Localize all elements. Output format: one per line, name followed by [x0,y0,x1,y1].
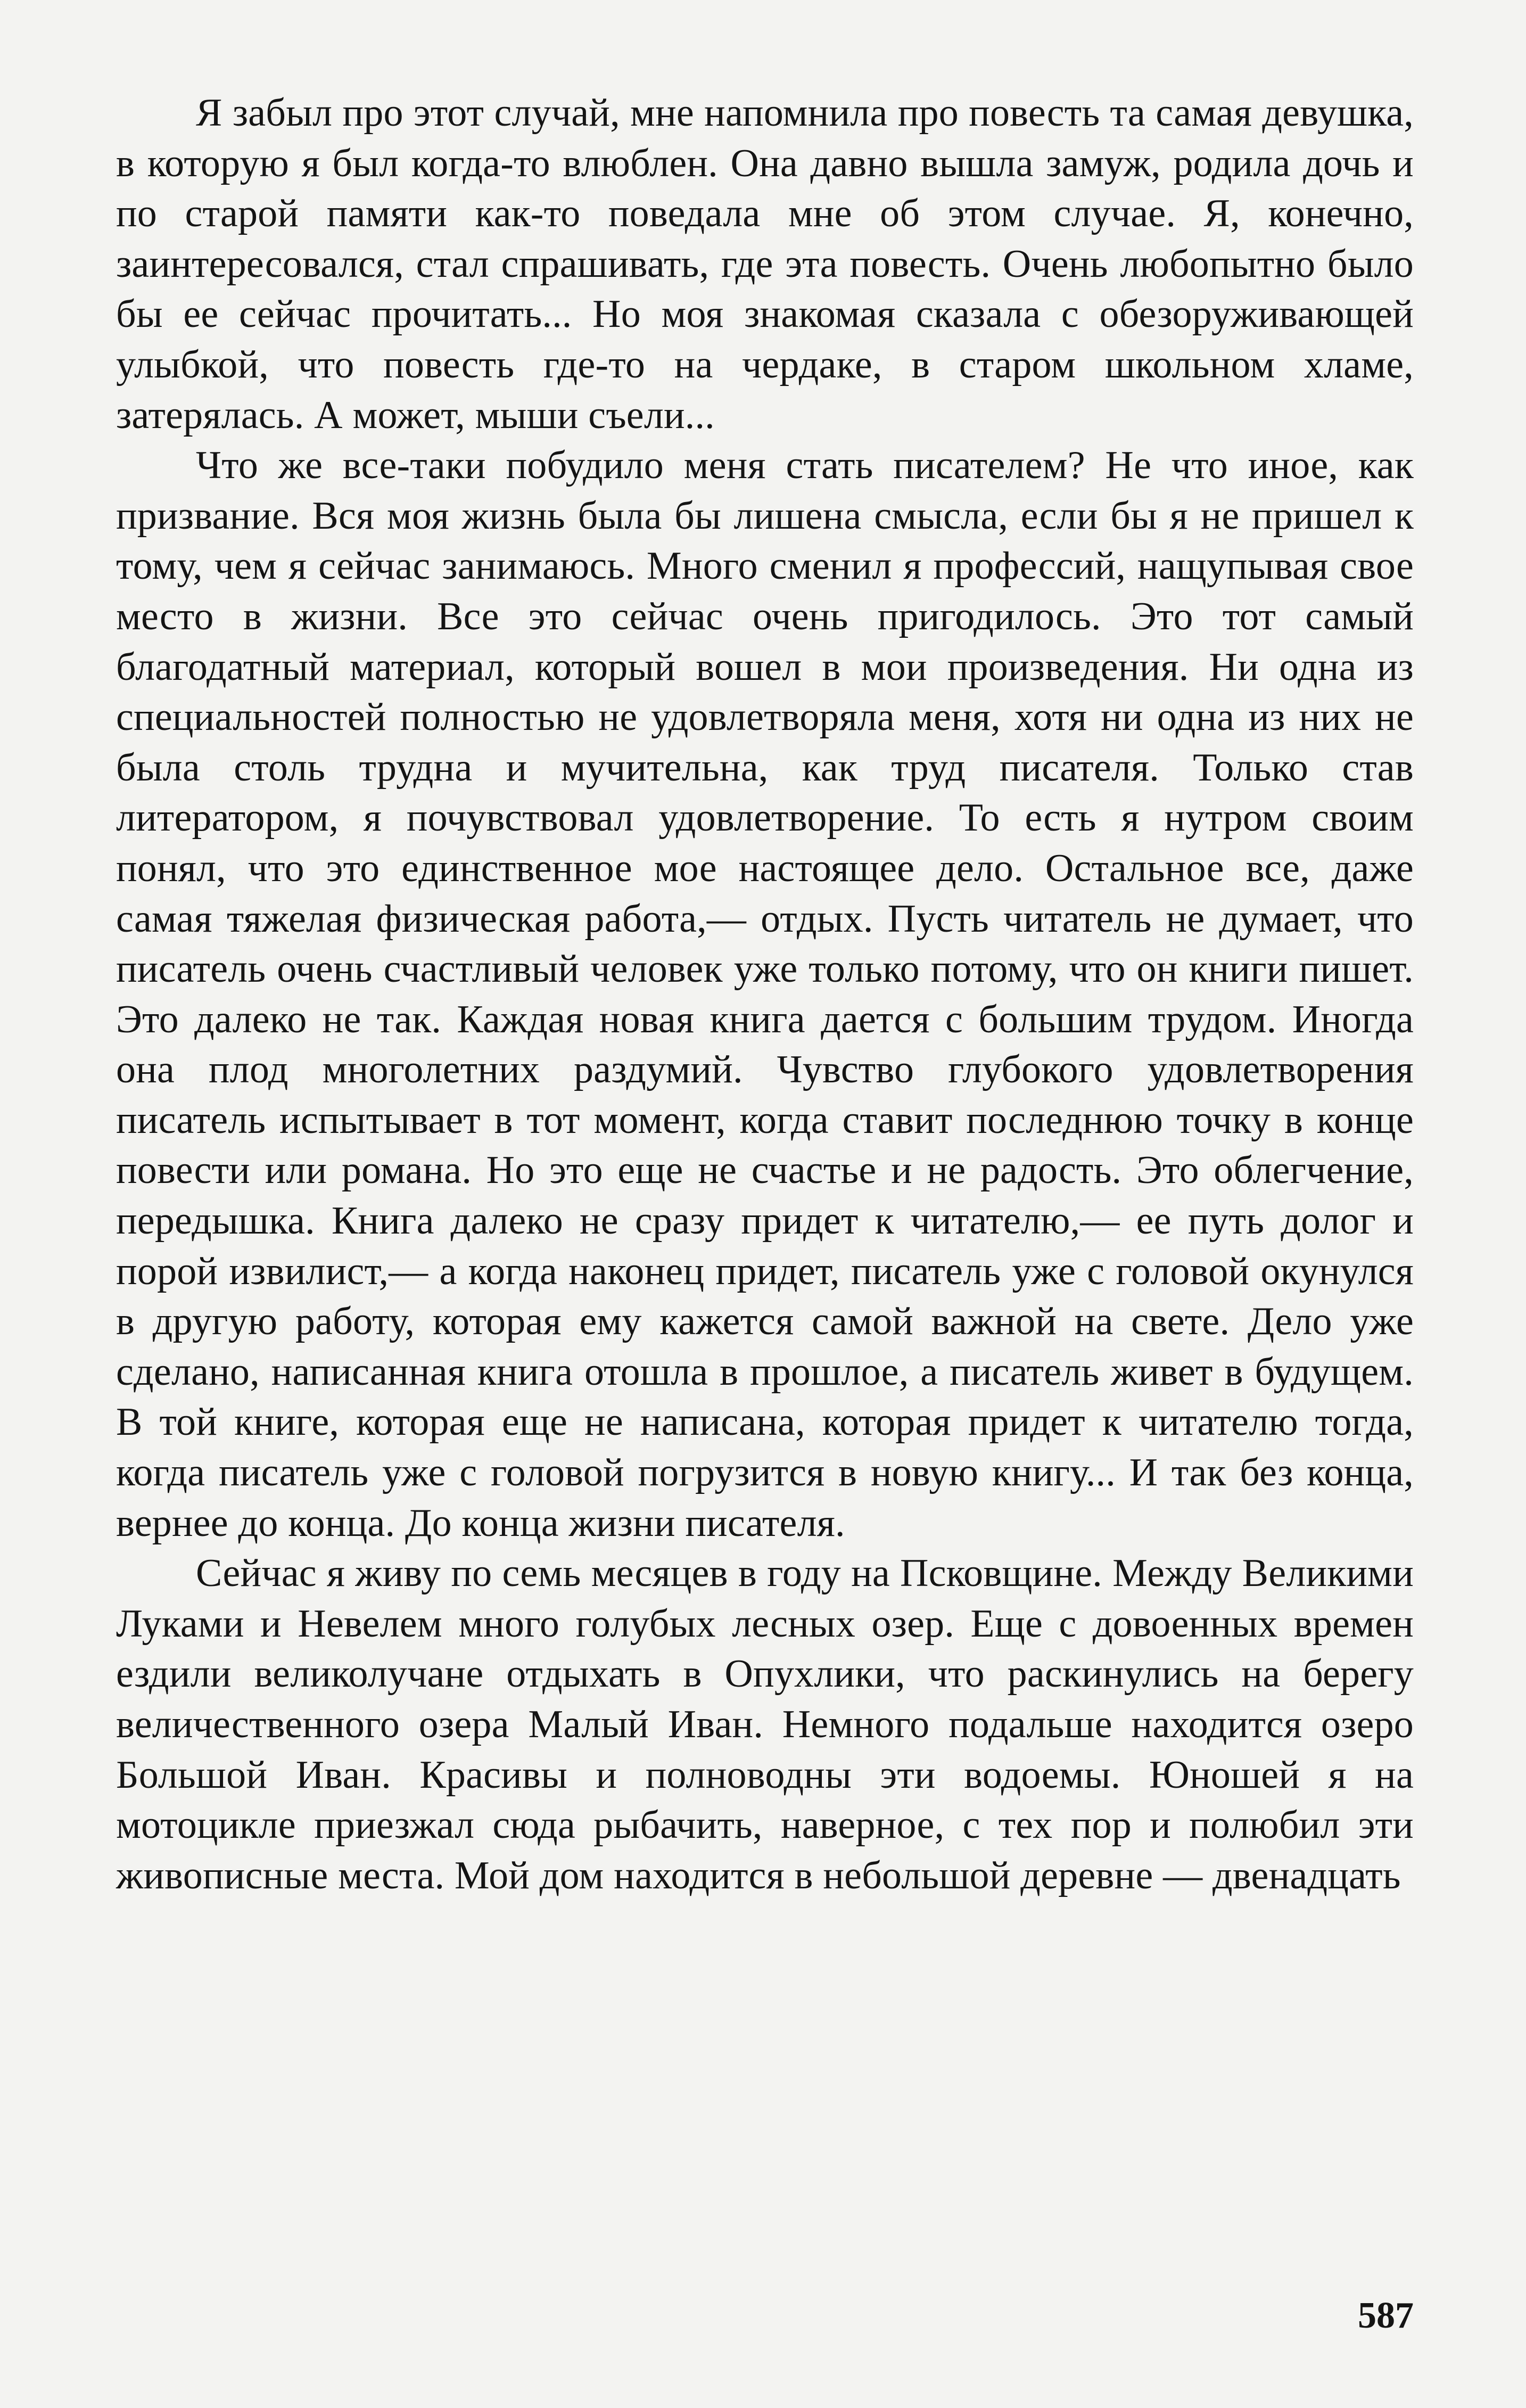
page-number: 587 [1358,2295,1414,2336]
paragraph-2: Что же все-таки побудило меня стать писателем? Не что иное, как призвание. Вся моя жизнь была бы лишена смысла, если бы я не пришел к тому, чем я сейчас занимаюсь. Много сменил я профессий, нащупывая свое место в жизни. Все это сейчас очень пригодилось. Это тот самый благодатный материал, который вошел в мои произведения. Ни одна из специальностей полностью не удовлетворяла меня, хотя ни одна из них не была столь трудна и мучительна, как труд писателя. Только став литератором, я почувствовал удовлетворение. То есть я нутром своим понял, что это единственное мое настоящее дело. Остальное все, даже самая тяжелая физическая работа,— отдых. Пусть читатель не думает, что писатель очень счастливый человек уже только потому, что он книги пишет. Это далеко не так. Каждая новая книга дается с большим трудом. Иногда она плод многолетних раздумий. Чувство глубокого удовлетворения писатель испытывает в тот момент, когда ставит последнюю точку в конце повести или романа. Но это еще не счастье и не радость. Это облегчение, передышка. Книга далеко не сразу придет к читателю,— ее путь долог и порой извилист,— а когда наконец придет, писатель уже с головой окунулся в другую работу, которая ему кажется самой важной на свете. Дело уже сделано, написанная книга отошла в прошлое, а писатель живет в будущем. В той книге, которая еще не написана, которая придет к читателю тогда, когда писатель уже с головой погрузится в новую книгу... И так без конца, вернее до конца. До конца жизни писателя. [116,443,1414,1545]
paragraph-3: Сейчас я живу по семь месяцев в году на Псковщине. Между Великими Луками и Невелем много голубых лесных озер. Еще с довоенных времен ездили великолучане отдыхать в Опухлики, что раскинулись на берегу величественного озера Малый Иван. Немного подальше находится озеро Большой Иван. Красивы и полноводны эти водоемы. Юношей я на мотоцикле приезжал сюда рыбачить, наверное, с тех пор и полюбил эти живописные места. Мой дом находится в небольшой деревне — двенадцать [116,1551,1414,1897]
book-page [116,88,1414,2351]
body-text [116,88,1414,1901]
paragraph-1: Я забыл про этот случай, мне напомнила про повесть та самая девушка, в которую я был когда-то влюблен. Она давно вышла замуж, родила дочь и по старой памяти как-то поведала мне об этом случае. Я, конечно, заинтересовался, стал спрашивать, где эта повесть. Очень любопытно было бы ее сейчас прочитать... Но моя знакомая сказала с обезоруживающей улыбкой, что повесть где-то на чердаке, в старом школьном хламе, затерялась. А может, мыши съели... [116,91,1414,437]
